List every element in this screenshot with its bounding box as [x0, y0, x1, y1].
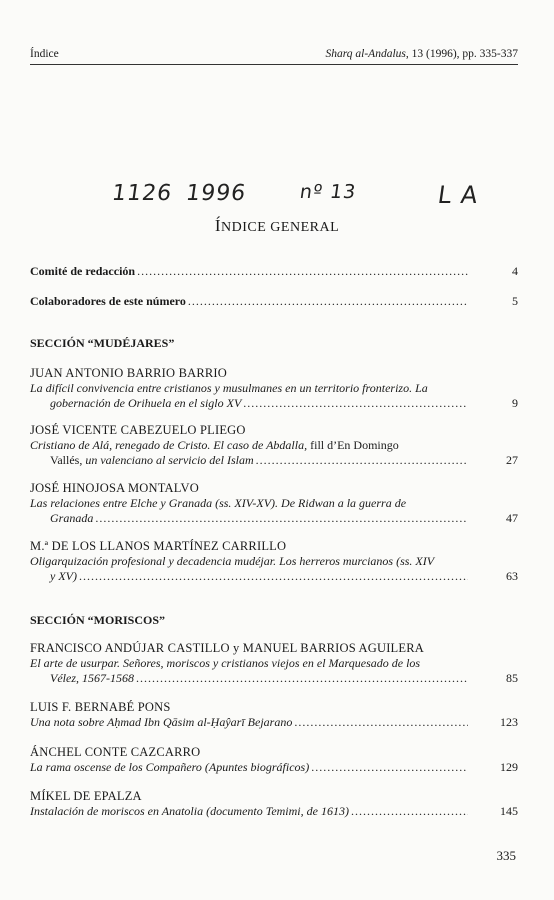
entry-title-line1: La rama oscense de los Compañero (Apuntes biográficos): [30, 760, 310, 774]
entry-page: 63: [506, 569, 518, 583]
entry-title-roman: Vallés,: [50, 453, 86, 467]
entry-title-line1: Instalación de moriscos en Anatolia (documento Temimi, de 1613): [30, 804, 349, 818]
title-initial: Í: [214, 216, 222, 235]
entry-title-roman: fill d’En Domingo: [307, 438, 399, 452]
entry-title-line1: El arte de usurpar. Señores, moriscos y cristianos viejos en el Marquesado de los: [30, 656, 421, 670]
page-number: 335: [496, 848, 516, 863]
entry-title-line2-row: [30, 569, 518, 584]
entry-title-line1: Oligarquización profesional y decadencia mudéjar. Los herreros murcianos (ss. XIV: [30, 554, 435, 568]
entry-page: 47: [506, 511, 518, 525]
leader-dots: [311, 760, 468, 775]
entry-author: FRANCISCO ANDÚJAR CASTILLO y MANUEL BARRIOS AGUILERA: [30, 641, 424, 655]
toc-entry-martinez[interactable]: [30, 539, 518, 584]
toc-entry-bernabe[interactable]: [30, 700, 518, 730]
leader-dots: [351, 804, 468, 819]
toc-entry-conte[interactable]: [30, 745, 518, 775]
entry-page: 85: [506, 671, 518, 685]
toc-entry-committee[interactable]: [30, 264, 518, 279]
page-title: [0, 216, 554, 236]
journal-name: Sharq al-Andalus: [325, 48, 406, 60]
entry-title-line2: y XV): [50, 569, 77, 583]
entry-author: MÍKEL DE EPALZA: [30, 789, 142, 803]
title-rest: NDICE GENERAL: [221, 220, 340, 235]
entry-title-line2: Vélez, 1567-1568: [50, 671, 134, 685]
entry-title-italic: un valenciano al servicio del Islam: [85, 453, 254, 467]
section-heading-moriscos: SECCIÓN “MORISCOS”: [30, 613, 166, 627]
entry-title-line2-row: [30, 453, 518, 468]
section-heading-mudejares: SECCIÓN “MUDÉJARES”: [30, 336, 175, 350]
leader-dots: [95, 511, 468, 526]
toc-entry-page: 4: [512, 264, 518, 278]
toc-entry-contributors[interactable]: [30, 294, 518, 309]
toc-entry-hinojosa[interactable]: [30, 481, 518, 526]
running-header-left: Índice: [30, 48, 59, 60]
toc-entry-page: 5: [512, 294, 518, 308]
leader-dots: [294, 715, 468, 730]
entry-title-line2: Granada: [50, 511, 94, 525]
entry-author: JOSÉ HINOJOSA MONTALVO: [30, 481, 199, 495]
entry-page: 9: [512, 396, 518, 410]
entry-author: LUIS F. BERNABÉ PONS: [30, 700, 171, 714]
leader-dots: [137, 264, 468, 279]
handwritten-mark: L A: [436, 181, 481, 209]
issue-pages: , 13 (1996), pp. 335-337: [405, 48, 518, 60]
leader-dots: [79, 569, 468, 584]
toc-entry-andujar[interactable]: [30, 641, 518, 686]
entry-author: M.ª DE LOS LLANOS MARTÍNEZ CARRILLO: [30, 539, 287, 553]
entry-title-line1: Las relaciones entre Elche y Granada (ss. XIV-XV). De Ridwan a la guerra de: [30, 496, 407, 510]
toc-entry-cabezuelo[interactable]: [30, 423, 518, 468]
handwritten-year: 1996: [184, 181, 248, 206]
entry-page: 145: [500, 804, 518, 818]
handwritten-number: nº 13: [298, 181, 358, 203]
entry-page: 129: [500, 760, 518, 774]
entry-title-italic: Cristiano de Alá, renegado de Cristo. El caso de Abdalla,: [30, 438, 308, 452]
entry-title-line2-row: [30, 671, 518, 686]
leader-dots: [243, 396, 468, 411]
toc-entry-label: Comité de redacción: [30, 264, 136, 278]
running-header-right: [325, 48, 518, 60]
entry-title-line1: La difícil convivencia entre cristianos y musulmanes en un territorio fronterizo. La: [30, 381, 428, 395]
entry-title-line1: Una nota sobre Aḥmad Ibn Qāsim al-Ḥaŷarī Bejarano: [30, 715, 293, 729]
entry-title-row: [30, 804, 518, 819]
leader-dots: [256, 453, 468, 468]
toc-entry-barrio[interactable]: [30, 366, 518, 411]
toc-entry-epalza[interactable]: [30, 789, 518, 819]
entry-title-line1: [30, 438, 518, 453]
toc-entry-label: Colaboradores de este número: [30, 294, 186, 308]
entry-page: 123: [500, 715, 518, 729]
entry-author: JOSÉ VICENTE CABEZUELO PLIEGO: [30, 423, 246, 437]
entry-page: 27: [506, 453, 518, 467]
entry-title-line2-row: [30, 511, 518, 526]
leader-dots: [188, 294, 468, 309]
entry-title-line2-row: [30, 396, 518, 411]
entry-title-line2: gobernación de Orihuela en el siglo XV: [50, 396, 242, 410]
entry-author: ÁNCHEL CONTE CAZCARRO: [30, 745, 201, 759]
entry-title-row: [30, 760, 518, 775]
handwritten-code: 1126: [110, 181, 174, 206]
entry-title-row: [30, 715, 518, 730]
leader-dots: [136, 671, 468, 686]
entry-title-line2: [50, 453, 254, 468]
entry-author: JUAN ANTONIO BARRIO BARRIO: [30, 366, 227, 380]
header-rule: [30, 64, 518, 65]
